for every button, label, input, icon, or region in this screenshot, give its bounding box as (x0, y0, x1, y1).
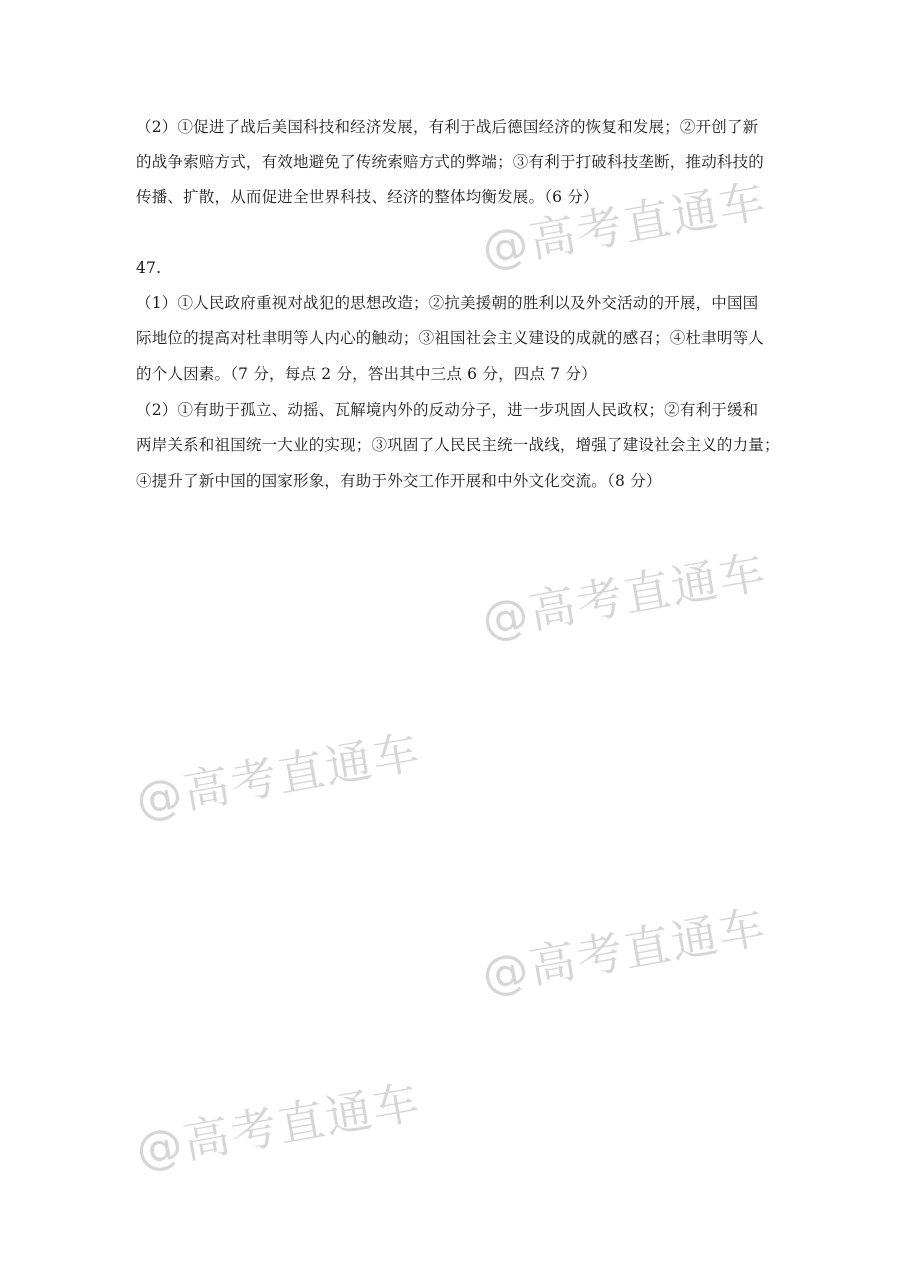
q47-part1-line1: （1）①人民政府重视对战犯的思想改造；②抗美援朝的胜利以及外交活动的开展，中国国 (136, 294, 759, 312)
q47-part2-line1: （2）①有助于孤立、动摇、瓦解境内外的反动分子，进一步巩固人民政权；②有利于缓和 (136, 401, 759, 419)
watermark: @高考直通车 (131, 1074, 425, 1178)
watermark: @高考直通车 (477, 899, 771, 1003)
q47-part1-line2: 际地位的提高对杜聿明等人内心的触动；③祖国社会主义建设的成就的感召；④杜聿明等人 (136, 329, 765, 347)
watermark: @高考直通车 (131, 724, 425, 828)
q47-part1-line3: 的个人因素。（7 分，每点 2 分，答出其中三点 6 分，四点 7 分） (136, 365, 597, 383)
answer46-part2-line3: 传播、扩散，从而促进全世界科技、经济的整体均衡发展。（6 分） (136, 188, 599, 206)
question-number-47: 47. (136, 259, 162, 277)
answer46-part2-line2: 的战争索赔方式，有效地避免了传统索赔方式的弊端；③有利于打破科技垄断，推动科技的 (136, 153, 765, 171)
watermark: @高考直通车 (477, 173, 771, 277)
q47-part2-line3: ④提升了新中国的国家形象，有助于外交工作开展和中外文化交流。（8 分） (136, 472, 662, 490)
answer46-part2-line1: （2）①促进了战后美国科技和经济发展，有利于战后德国经济的恢复和发展；②开创了新 (136, 118, 759, 136)
watermark: @高考直通车 (477, 544, 771, 648)
q47-part2-line2: 两岸关系和祖国统一大业的实现；③巩固了人民民主统一战线，增强了建设社会主义的力量； (136, 436, 780, 454)
